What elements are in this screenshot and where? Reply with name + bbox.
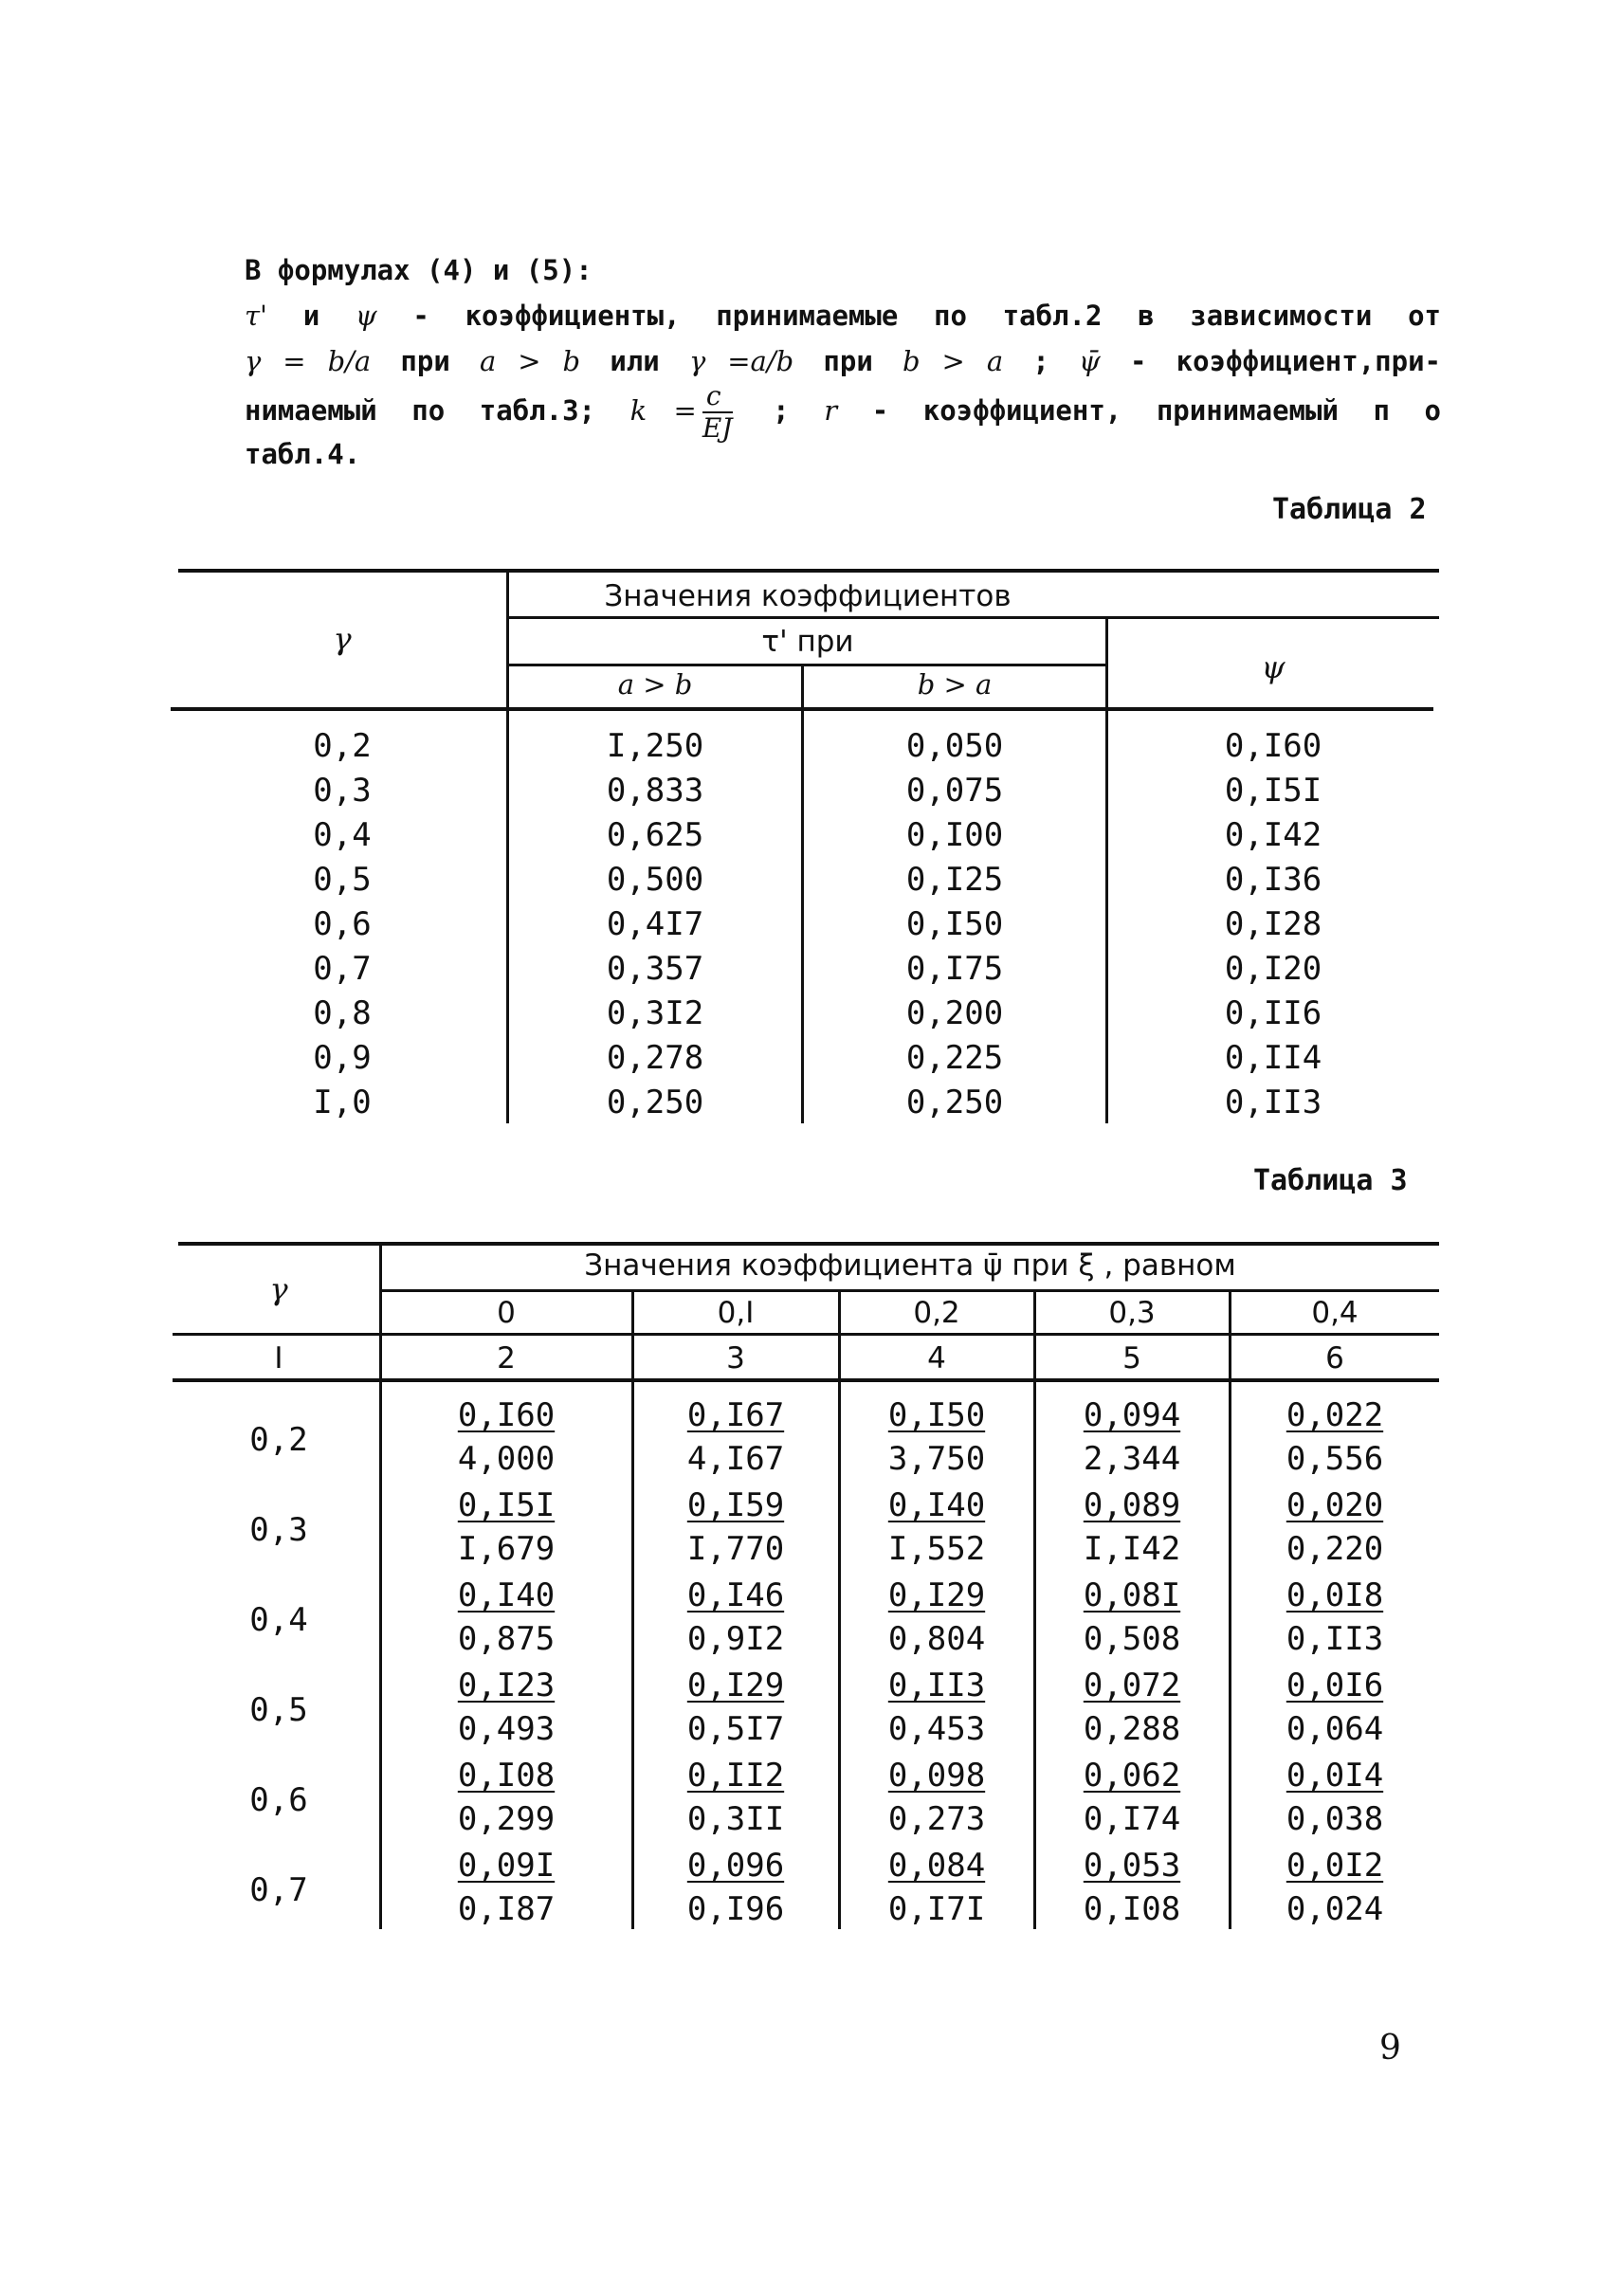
intro-line-4 bbox=[245, 380, 1442, 444]
table2-cell-g: 0,3 bbox=[313, 772, 372, 810]
table3-top-value: 0,084 bbox=[887, 1847, 986, 1885]
table2-cell-a: 0,278 bbox=[606, 1039, 704, 1077]
table2-cell-b: 0,200 bbox=[905, 994, 1004, 1032]
table2-cell-b: 0,050 bbox=[905, 727, 1004, 765]
intro-line-3 bbox=[245, 345, 1441, 377]
table3-bottom-value: 0,288 bbox=[1083, 1710, 1181, 1748]
table2-cell-psi: 0,I36 bbox=[1224, 861, 1322, 899]
table3-gamma-value: 0,5 bbox=[249, 1691, 308, 1729]
table3-top-value: 0,022 bbox=[1286, 1396, 1384, 1434]
table3-top-value: 0,0I8 bbox=[1286, 1576, 1384, 1614]
table3-bottom-value: 0,556 bbox=[1286, 1440, 1384, 1478]
table3-bottom-value: 0,5I7 bbox=[686, 1710, 785, 1748]
table3-col-number: 3 bbox=[726, 1341, 745, 1376]
table2-cell-b: 0,I50 bbox=[905, 905, 1004, 943]
table2-cell-a: 0,3I2 bbox=[606, 994, 704, 1032]
intro-line-4-text-1: нимаемый по табл.3; bbox=[245, 394, 595, 427]
table3-top-value: 0,098 bbox=[887, 1757, 986, 1795]
table2-top-rule bbox=[178, 569, 1439, 573]
table2-cell-psi: 0,I42 bbox=[1224, 816, 1322, 854]
tau-symbol: τ' bbox=[245, 300, 268, 332]
table2-cell-a: 0,625 bbox=[606, 816, 704, 854]
table2-cell-psi: 0,II4 bbox=[1224, 1039, 1322, 1077]
table2-sub-a-header: a > b bbox=[617, 668, 693, 701]
table3-bottom-value: I,552 bbox=[887, 1530, 986, 1568]
table3-bottom-value: 0,II3 bbox=[1286, 1620, 1384, 1658]
table2-cell-a: 0,357 bbox=[606, 950, 704, 988]
r-symbol: r bbox=[824, 394, 838, 427]
table3-gamma-value: 0,3 bbox=[249, 1511, 308, 1549]
table2-gamma-header: γ bbox=[333, 621, 352, 657]
table2-caption: Таблица 2 bbox=[1272, 493, 1427, 526]
table2-cell-psi: 0,I5I bbox=[1224, 772, 1322, 810]
table2-cell-psi: 0,II3 bbox=[1224, 1084, 1322, 1121]
table2-group-rule bbox=[508, 616, 1439, 619]
table3-bottom-value: 0,I7I bbox=[887, 1890, 986, 1928]
table3-top-value: 0,I08 bbox=[457, 1757, 556, 1795]
table3-bottom-value: 0,220 bbox=[1286, 1530, 1384, 1568]
table3-top-value: 0,0I4 bbox=[1286, 1757, 1384, 1795]
separator-2: ; bbox=[773, 394, 790, 427]
table3-top-value: 0,09I bbox=[457, 1847, 556, 1885]
table2-header-rule bbox=[171, 707, 1433, 711]
table3-bottom-value: 0,038 bbox=[1286, 1800, 1384, 1838]
table3-bottom-value: 4,I67 bbox=[686, 1440, 785, 1478]
table2-cell-g: I,0 bbox=[313, 1084, 372, 1121]
table3-top-value: 0,I29 bbox=[887, 1576, 986, 1614]
condition-1: a > b bbox=[480, 345, 581, 377]
intro-line-1: В формулах (4) и (5): bbox=[245, 254, 593, 286]
table3-top-value: 0,I40 bbox=[457, 1576, 556, 1614]
table2-cell-g: 0,9 bbox=[313, 1039, 372, 1077]
table3-top-value: 0,II2 bbox=[686, 1757, 785, 1795]
page-number: 9 bbox=[1379, 2029, 1401, 2068]
table3-top-value: 0,08I bbox=[1083, 1576, 1181, 1614]
table3-top-value: 0,089 bbox=[1083, 1486, 1181, 1524]
table3-xi-value: 0,2 bbox=[913, 1296, 960, 1330]
table3-top-value: 0,0I6 bbox=[1286, 1667, 1384, 1704]
table2-cell-b: 0,075 bbox=[905, 772, 1004, 810]
fraction-denominator: EJ bbox=[702, 412, 733, 444]
table3-group-header: Значения коэффициента ψ̄ при ξ , равном bbox=[584, 1248, 1236, 1283]
table2-cell-g: 0,7 bbox=[313, 950, 372, 988]
table3-bottom-value: 0,I87 bbox=[457, 1890, 556, 1928]
table3-bottom-value: 0,I08 bbox=[1083, 1890, 1181, 1928]
table3-bottom-value: 0,804 bbox=[887, 1620, 986, 1658]
table3-top-rule bbox=[178, 1242, 1439, 1246]
table3-bottom-value: 0,493 bbox=[457, 1710, 556, 1748]
table2-tau-rule bbox=[508, 664, 1107, 666]
intro-line-3-text: - коэффициент,при- bbox=[1129, 345, 1442, 377]
table2-cell-psi: 0,I20 bbox=[1224, 950, 1322, 988]
table3-top-value: 0,II3 bbox=[887, 1667, 986, 1704]
psi-symbol: ψ bbox=[355, 300, 377, 332]
table3-xi-value: 0,I bbox=[717, 1296, 755, 1330]
table3-gamma-value: 0,6 bbox=[249, 1781, 308, 1819]
or-word: или bbox=[610, 345, 660, 377]
table3-top-value: 0,062 bbox=[1083, 1757, 1181, 1795]
table3-caption: Таблица 3 bbox=[1253, 1164, 1408, 1197]
table2-cell-a: 0,4I7 bbox=[606, 905, 704, 943]
and-word: и bbox=[302, 300, 320, 332]
psi-bar-symbol: ψ̄ bbox=[1079, 345, 1101, 377]
table3-top-value: 0,I50 bbox=[887, 1396, 986, 1434]
gamma-ratio-1: γ = b/a bbox=[245, 345, 372, 377]
table3-bottom-value: I,770 bbox=[686, 1530, 785, 1568]
table3-top-value: 0,I23 bbox=[457, 1667, 556, 1704]
table3-col-number: 4 bbox=[927, 1341, 946, 1376]
table2-psi-header: ψ bbox=[1261, 649, 1286, 685]
table3-top-value: 0,072 bbox=[1083, 1667, 1181, 1704]
table3-col-number: 6 bbox=[1325, 1341, 1344, 1376]
table3-top-value: 0,0I2 bbox=[1286, 1847, 1384, 1885]
table3-top-value: 0,020 bbox=[1286, 1486, 1384, 1524]
table3-col-number: 2 bbox=[497, 1341, 516, 1376]
table2-cell-b: 0,225 bbox=[905, 1039, 1004, 1077]
table3-bottom-value: 3,750 bbox=[887, 1440, 986, 1478]
table3-bottom-value: 0,273 bbox=[887, 1800, 986, 1838]
table3-xi-value: 0,4 bbox=[1311, 1296, 1359, 1330]
table2-cell-g: 0,5 bbox=[313, 861, 372, 899]
table3-bottom-value: 0,I74 bbox=[1083, 1800, 1181, 1838]
table3-xi-value: 0 bbox=[497, 1296, 516, 1330]
k-fraction bbox=[702, 380, 733, 444]
table3-bottom-value: 0,064 bbox=[1286, 1710, 1384, 1748]
table2-cell-a: 0,250 bbox=[606, 1084, 704, 1121]
k-equals: k = bbox=[629, 394, 697, 427]
table2-cell-b: 0,I75 bbox=[905, 950, 1004, 988]
table3-gamma-value: 0,2 bbox=[249, 1421, 308, 1459]
fraction-numerator: c bbox=[702, 383, 733, 413]
table3-top-value: 0,I40 bbox=[887, 1486, 986, 1524]
condition-2: b > a bbox=[903, 345, 1004, 377]
table3-col-number: 5 bbox=[1122, 1341, 1141, 1376]
table3-top-value: 0,094 bbox=[1083, 1396, 1181, 1434]
gamma-ratio-2: γ =a/b bbox=[688, 345, 794, 377]
table3-top-value: 0,I67 bbox=[686, 1396, 785, 1434]
table3-bottom-value: 2,344 bbox=[1083, 1440, 1181, 1478]
table2-cell-g: 0,2 bbox=[313, 727, 372, 765]
table2-cell-psi: 0,I60 bbox=[1224, 727, 1322, 765]
table3-top-value: 0,I46 bbox=[686, 1576, 785, 1614]
intro-line-2 bbox=[245, 300, 1441, 332]
table3-bottom-value: 0,453 bbox=[887, 1710, 986, 1748]
table3-bottom-value: 0,3II bbox=[686, 1800, 785, 1838]
table3-bottom-value: 0,I96 bbox=[686, 1890, 785, 1928]
table2-cell-b: 0,I00 bbox=[905, 816, 1004, 854]
table3-bottom-value: 0,024 bbox=[1286, 1890, 1384, 1928]
table3-bottom-value: 0,299 bbox=[457, 1800, 556, 1838]
table3-gamma-value: 0,4 bbox=[249, 1601, 308, 1639]
table3-xi-value: 0,3 bbox=[1108, 1296, 1156, 1330]
table2-sub-b-header: b > a bbox=[917, 668, 993, 701]
table3-gamma-header: γ bbox=[269, 1271, 288, 1307]
intro-line-2-text: - коэффициенты, принимаемые по табл.2 в зависимости от bbox=[412, 300, 1441, 332]
table2-tau-header: τ' при bbox=[761, 625, 854, 659]
table2-cell-g: 0,4 bbox=[313, 816, 372, 854]
table2-cell-a: 0,833 bbox=[606, 772, 704, 810]
table2-cell-psi: 0,II6 bbox=[1224, 994, 1322, 1032]
intro-line-5: табл.4. bbox=[245, 438, 361, 470]
table3-col-number: I bbox=[274, 1341, 283, 1376]
table3-top-value: 0,096 bbox=[686, 1847, 785, 1885]
table2-cell-g: 0,6 bbox=[313, 905, 372, 943]
table3-bottom-value: I,I42 bbox=[1083, 1530, 1181, 1568]
table3-top-value: 0,053 bbox=[1083, 1847, 1181, 1885]
table3-xi-rule bbox=[173, 1333, 1439, 1336]
separator: ; bbox=[1032, 345, 1049, 377]
table3-bottom-value: 0,508 bbox=[1083, 1620, 1181, 1658]
table3-bottom-value: I,679 bbox=[457, 1530, 556, 1568]
when-word-2: при bbox=[823, 345, 873, 377]
table3-top-value: 0,I5I bbox=[457, 1486, 556, 1524]
table2-cell-a: I,250 bbox=[606, 727, 704, 765]
table2-cell-b: 0,I25 bbox=[905, 861, 1004, 899]
table3-group-rule bbox=[381, 1289, 1439, 1292]
when-word-1: при bbox=[400, 345, 450, 377]
table3-bottom-value: 0,9I2 bbox=[686, 1620, 785, 1658]
table2-cell-g: 0,8 bbox=[313, 994, 372, 1032]
table2-cell-psi: 0,I28 bbox=[1224, 905, 1322, 943]
table3-gamma-value: 0,7 bbox=[249, 1871, 308, 1909]
table3-top-value: 0,I29 bbox=[686, 1667, 785, 1704]
table3-top-value: 0,I60 bbox=[457, 1396, 556, 1434]
table2-group-header: Значения коэффициентов bbox=[604, 579, 1012, 613]
table3-header-rule bbox=[173, 1378, 1439, 1382]
intro-line-4-text-2: - коэффициент, принимаемый п о bbox=[871, 394, 1442, 427]
table2-cell-b: 0,250 bbox=[905, 1084, 1004, 1121]
table3-top-value: 0,I59 bbox=[686, 1486, 785, 1524]
table3-bottom-value: 4,000 bbox=[457, 1440, 556, 1478]
table3-bottom-value: 0,875 bbox=[457, 1620, 556, 1658]
table2-cell-a: 0,500 bbox=[606, 861, 704, 899]
